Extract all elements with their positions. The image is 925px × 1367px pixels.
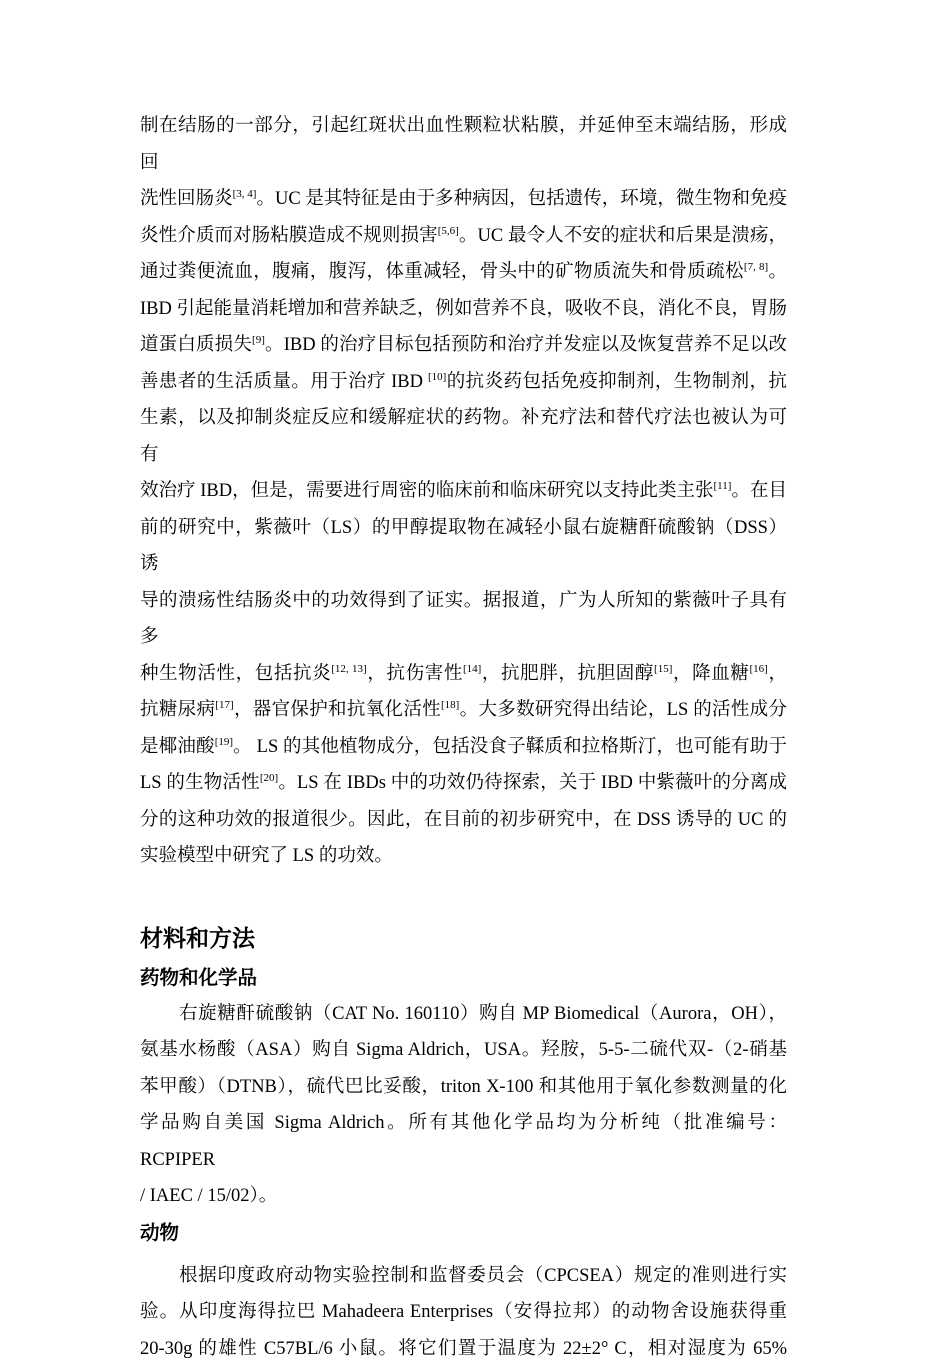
text-line: 分的这种功效的报道很少。因此，在目前的初步研究中，在 DSS 诱导的 UC 的 bbox=[140, 802, 787, 839]
text-line: 学品购自美国 Sigma Aldrich。所有其他化学品均为分析纯（批准编号：RCPIPER bbox=[140, 1105, 787, 1178]
text-line: 善患者的生活质量。用于治疗 IBD [10]的抗炎药包括免疫抑制剂，生物制剂，抗 bbox=[140, 364, 787, 401]
text-line: IBD 引起能量消耗增加和营养缺乏，例如营养不良，吸收不良，消化不良，胃肠 bbox=[140, 291, 787, 328]
text-line: 实验模型中研究了 LS 的功效。 bbox=[140, 838, 787, 875]
paragraph-animals bbox=[140, 1258, 787, 1367]
section-heading-materials-and-methods: 材料和方法 bbox=[140, 923, 787, 953]
paragraph-introduction bbox=[140, 108, 787, 875]
text-line: 根据印度政府动物实验控制和监督委员会（CPCSEA）规定的准则进行实 bbox=[140, 1258, 787, 1295]
citation-superscript: [7, 8] bbox=[744, 261, 768, 273]
text-line: LS 的生物活性[20]。LS 在 IBDs 中的功效仍待探索，关于 IBD 中紫薇叶的分离成 bbox=[140, 765, 787, 802]
text-line: / IAEC / 15/02）。 bbox=[140, 1178, 787, 1215]
citation-superscript: [18] bbox=[441, 699, 459, 711]
text-line: 通过粪便流血，腹痛，腹泻，体重减轻，骨头中的矿物质流失和骨质疏松[7, 8]。 bbox=[140, 254, 787, 291]
citation-superscript: [20] bbox=[260, 772, 278, 784]
citation-superscript: [16] bbox=[749, 662, 767, 674]
paragraph-drugs-and-chemicals bbox=[140, 996, 787, 1215]
text-line: 种生物活性，包括抗炎[12, 13]，抗伤害性[14]，抗肥胖，抗胆固醇[15]，降血糖[16]， bbox=[140, 656, 787, 693]
text-line: 前的研究中，紫薇叶（LS）的甲醇提取物在减轻小鼠右旋糖酐硫酸钠（DSS）诱 bbox=[140, 510, 787, 583]
citation-superscript: [9] bbox=[252, 334, 265, 346]
subsection-heading-animals: 动物 bbox=[140, 1218, 787, 1248]
text-line: 制在结肠的一部分，引起红斑状出血性颗粒状粘膜，并延伸至末端结肠，形成回 bbox=[140, 108, 787, 181]
text-line: 验。从印度海得拉巴 Mahadeera Enterprises（安得拉邦）的动物舍设施获得重 bbox=[140, 1294, 787, 1331]
citation-superscript: [11] bbox=[714, 480, 732, 492]
citation-superscript: [19] bbox=[215, 735, 233, 747]
text-line: 洗性回肠炎[3, 4]。UC 是其特征是由于多种病因，包括遗传，环境，微生物和免疫 bbox=[140, 181, 787, 218]
text-line: 效治疗 IBD，但是，需要进行周密的临床前和临床研究以支持此类主张[11]。在目 bbox=[140, 473, 787, 510]
text-line: 导的溃疡性结肠炎中的功效得到了证实。据报道，广为人所知的紫薇叶子具有多 bbox=[140, 583, 787, 656]
text-line: 生素，以及抑制炎症反应和缓解症状的药物。补充疗法和替代疗法也被认为可有 bbox=[140, 400, 787, 473]
citation-superscript: [14] bbox=[463, 662, 481, 674]
text-line: 炎性介质而对肠粘膜造成不规则损害[5,6]。UC 最令人不安的症状和后果是溃疡， bbox=[140, 218, 787, 255]
text-line: 苯甲酸）（DTNB），硫代巴比妥酸，triton X-100 和其他用于氧化参数测量的化 bbox=[140, 1069, 787, 1106]
subsection-heading-drugs-and-chemicals: 药物和化学品 bbox=[140, 963, 787, 993]
citation-superscript: [17] bbox=[215, 699, 233, 711]
text-line: 氨基水杨酸（ASA）购自 Sigma Aldrich，USA。羟胺，5-5-二硫代双-（2-硝基 bbox=[140, 1032, 787, 1069]
text-line: 道蛋白质损失[9]。IBD 的治疗目标包括预防和治疗并发症以及恢复营养不足以改 bbox=[140, 327, 787, 364]
text-line: 20-30g 的雄性 C57BL/6 小鼠。将它们置于温度为 22±2° C，相对湿度为 65% bbox=[140, 1331, 787, 1367]
text-line: 抗糖尿病[17]，器官保护和抗氧化活性[18]。大多数研究得出结论，LS 的活性成分 bbox=[140, 692, 787, 729]
citation-superscript: [10] bbox=[428, 370, 446, 382]
citation-superscript: [15] bbox=[654, 662, 672, 674]
text-line: 是椰油酸[19]。 LS 的其他植物成分，包括没食子鞣质和拉格斯汀，也可能有助于 bbox=[140, 729, 787, 766]
citation-superscript: [3, 4] bbox=[233, 188, 257, 200]
citation-superscript: [5,6] bbox=[438, 224, 459, 236]
text-line: 右旋糖酐硫酸钠（CAT No. 160110）购自 MP Biomedical（Aurora，OH）， bbox=[140, 996, 787, 1033]
document-page-content bbox=[140, 108, 787, 1367]
citation-superscript: [12, 13] bbox=[331, 662, 366, 674]
